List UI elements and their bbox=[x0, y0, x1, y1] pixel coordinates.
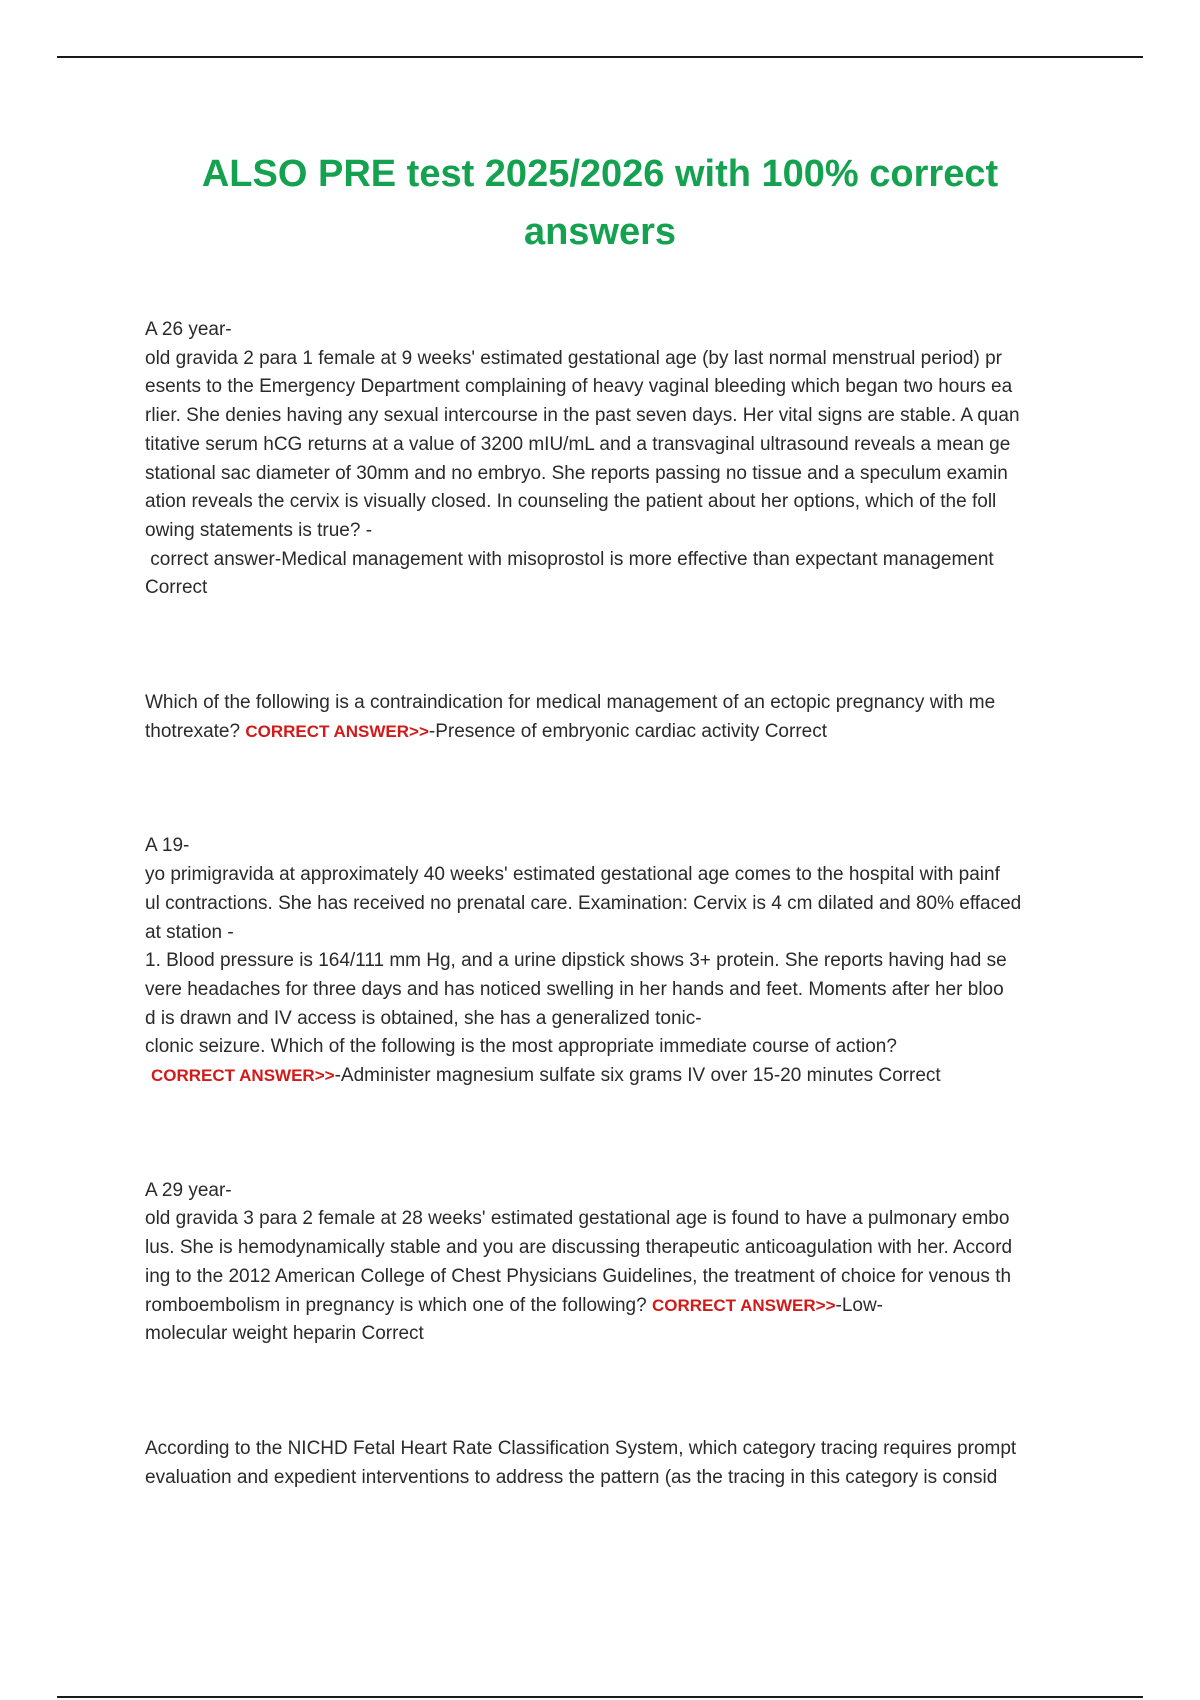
q2-answer-line bbox=[145, 718, 1090, 747]
q4-text-before: romboembolism in pregnancy is which one of the following? bbox=[145, 1294, 652, 1316]
q4-line: A 29 year- bbox=[145, 1179, 232, 1201]
q1-line: A 26 year- bbox=[145, 319, 232, 340]
q3-line: yo primigravida at approximately 40 weeks' estimated gestational age comes to the hospital with painf bbox=[145, 864, 1000, 886]
q3-line: ul contractions. She has received no prenatal care. Examination: Cervix is 4 cm dilated and 80% effaced bbox=[145, 892, 1022, 914]
q1-line: old gravida 2 para 1 female at 9 weeks' estimated gestational age (by last normal menstrual period) pr bbox=[145, 347, 1002, 369]
q4-answer-text: -Low- bbox=[835, 1294, 884, 1316]
q1-line: owing statements is true? - bbox=[145, 519, 373, 541]
correct-answer-tag: CORRECT ANSWER>> bbox=[651, 1295, 836, 1315]
q1-line: titative serum hCG returns at a value of 3200 mIU/mL and a transvaginal ultrasound reveals a mean ge bbox=[145, 433, 1011, 455]
question-4 bbox=[145, 1177, 1090, 1349]
q3-line: A 19- bbox=[145, 835, 190, 857]
document-title bbox=[100, 145, 1100, 261]
q2-line: Which of the following is a contraindication for medical management of an ectopic pregnancy with me bbox=[145, 692, 996, 714]
q3-answer-text: -Administer magnesium sulfate six grams IV over 15-20 minutes Correct bbox=[334, 1065, 941, 1087]
question-2 bbox=[145, 689, 1090, 746]
q1-line: Correct bbox=[145, 577, 208, 599]
q1-answer-line: correct answer-Medical management with misoprostol is more effective than expectant management bbox=[145, 548, 994, 570]
top-rule bbox=[57, 56, 1143, 58]
title-line-1: ALSO PRE test 2025/2026 with 100% correct bbox=[201, 153, 999, 195]
q3-line: clonic seizure. Which of the following is the most appropriate immediate course of action? bbox=[145, 1036, 897, 1058]
correct-answer-tag: CORRECT ANSWER>> bbox=[245, 721, 429, 741]
document-body bbox=[145, 316, 1090, 1492]
title-line-2: answers bbox=[523, 211, 677, 253]
question-1 bbox=[145, 316, 1090, 603]
q1-line: ation reveals the cervix is visually closed. In counseling the patient about her options, which of the foll bbox=[145, 491, 997, 513]
question-3 bbox=[145, 832, 1090, 1090]
q4-line: ing to the 2012 American College of Chest Physicians Guidelines, the treatment of choice for venous th bbox=[145, 1265, 1012, 1287]
question-5 bbox=[145, 1435, 1090, 1492]
q3-answer-line bbox=[145, 1062, 1090, 1091]
q3-line: 1. Blood pressure is 164/111 mm Hg, and a urine dipstick shows 3+ protein. She reports having had se bbox=[145, 950, 1007, 972]
q5-line: According to the NICHD Fetal Heart Rate Classification System, which category tracing requires prompt bbox=[145, 1437, 1017, 1459]
q4-line: molecular weight heparin Correct bbox=[145, 1323, 424, 1345]
q1-line: rlier. She denies having any sexual intercourse in the past seven days. Her vital signs are stable. A quan bbox=[145, 405, 1020, 427]
q3-line: at station - bbox=[145, 921, 234, 943]
q1-line: stational sac diameter of 30mm and no embryo. She reports passing no tissue and a speculum examin bbox=[145, 462, 1008, 484]
q4-answer-line bbox=[145, 1292, 1090, 1321]
q3-line: vere headaches for three days and has noticed swelling in her hands and feet. Moments after her bloo bbox=[145, 978, 1004, 1000]
correct-answer-tag: CORRECT ANSWER>> bbox=[151, 1066, 335, 1086]
q4-line: lus. She is hemodynamically stable and you are discussing therapeutic anticoagulation with her. Accord bbox=[145, 1237, 1013, 1259]
q2-text-before: thotrexate? bbox=[145, 720, 246, 742]
q3-line: d is drawn and IV access is obtained, she has a generalized tonic- bbox=[145, 1007, 702, 1029]
bottom-rule bbox=[57, 1696, 1143, 1698]
q2-answer-text: -Presence of embryonic cardiac activity Correct bbox=[428, 720, 827, 742]
q4-line: old gravida 3 para 2 female at 28 weeks' estimated gestational age is found to have a pulmonary embo bbox=[145, 1208, 1010, 1230]
q5-line: evaluation and expedient interventions to address the pattern (as the tracing in this category is consid bbox=[145, 1466, 998, 1488]
q1-line: esents to the Emergency Department complaining of heavy vaginal bleeding which began two hours ea bbox=[145, 376, 1013, 398]
